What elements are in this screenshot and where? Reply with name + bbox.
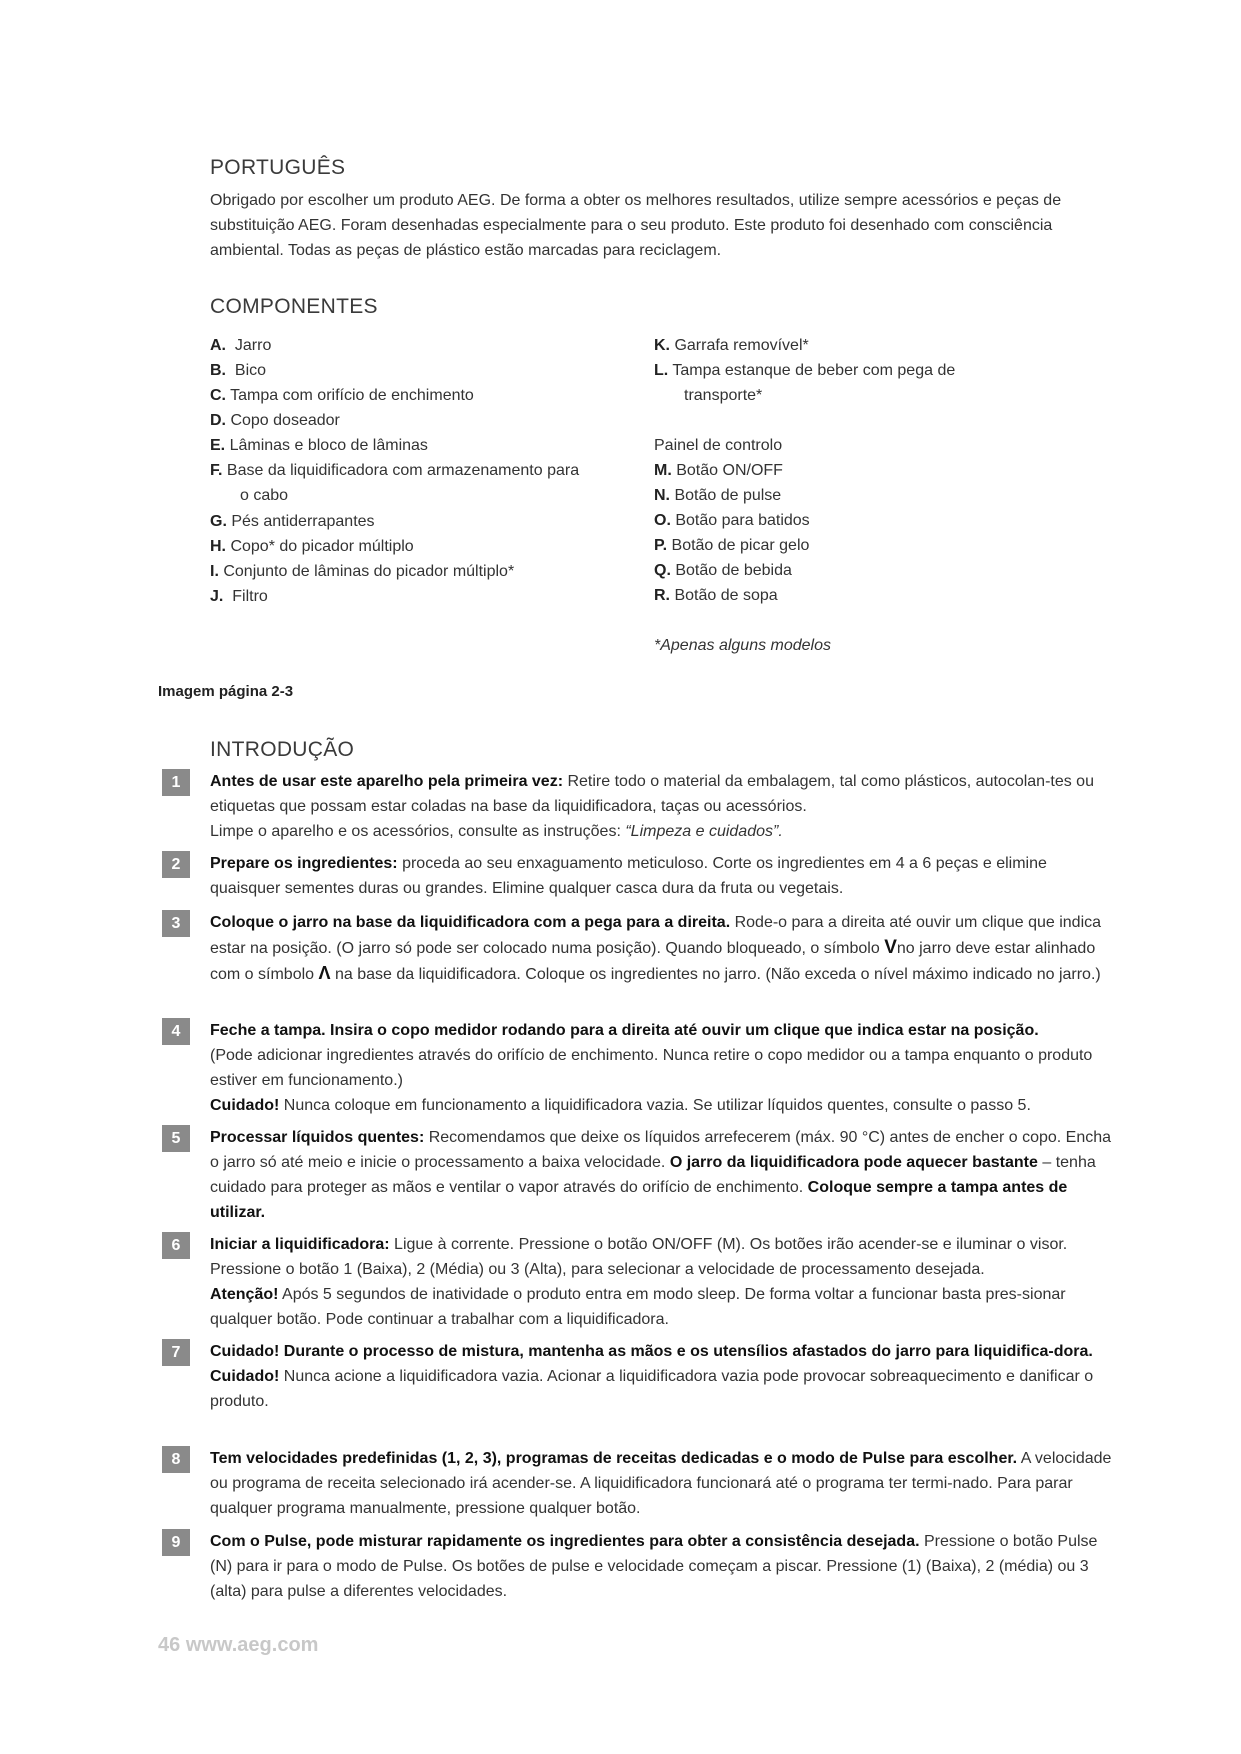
component-item: B. Bico <box>210 362 267 379</box>
page-number: 46 <box>158 1634 181 1656</box>
control-panel-title: Painel de controlo <box>654 437 783 454</box>
step-number-badge: 3 <box>162 910 190 937</box>
component-item: C. Tampa com orifício de enchimento <box>210 387 474 404</box>
base-symbol-icon: Λ <box>318 963 331 983</box>
step-number-badge: 8 <box>162 1446 190 1473</box>
website-link[interactable]: www.aeg.com <box>185 1634 319 1656</box>
page-footer <box>158 1634 318 1657</box>
models-note: *Apenas alguns modelos <box>654 637 832 654</box>
component-item: D. Copo doseador <box>210 412 340 429</box>
step-number-badge: 1 <box>162 769 190 796</box>
panel-item: O. Botão para batidos <box>654 512 810 529</box>
step-6: Iniciar a liquidificadora: Ligue à corrente. Pressione o botão ON/OFF (M). Os botões irão acender-se e iluminar o visor. Pressione o botão 1 (Baixa), 2 (Média) ou 3 (Alta), para selecionar a velocidade de processamento desejada. Atenção! Após 5 segundos de inatividade o produto entra em modo sleep. De forma voltar a funcionar basta pres-sionar qualquer botão. Pode continuar a trabalhar com a liquidificadora. <box>210 1236 1068 1328</box>
step-9: Com o Pulse, pode misturar rapidamente os ingredientes para obter a consistência desejada. Pressione o botão Pulse (N) para ir para o modo de Pulse. Os botões de pulse e velocidade começam a piscar. Pressione (1) (Baixa), 2 (média) ou 3 (alta) para pulse a diferentes velocidades. <box>210 1533 1098 1600</box>
component-item: F. Base da liquidificadora com armazenamento para <box>210 462 580 479</box>
component-item: E. Lâminas e bloco de lâminas <box>210 437 428 454</box>
step-3: Coloque o jarro na base da liquidificadora com a pega para a direita. Rode-o para a direita até ouvir um clique que indica estar na posição. (O jarro só pode ser colocado numa posição). Quando bloqueado, o símbolo Vno jarro deve estar alinhado com o símbolo Λ na base da liquidificadora. Coloque os ingredientes no jarro. (Não exceda o nível máximo indicado no jarro.) <box>210 914 1102 983</box>
component-item-cont: o cabo <box>240 487 289 504</box>
step-5: Processar líquidos quentes: Recomendamos que deixe os líquidos arrefecerem (máx. 90 °C) antes de encher o copo. Encha o jarro só até meio e inicie o processamento a baixa velocidade. O jarro da liquidificadora pode aquecer bastante – tenha cuidado para proteger as mãos e ventilar o vapor através do orifício de enchimento. Coloque sempre a tampa antes de utilizar. <box>210 1129 1112 1221</box>
step-number-badge: 4 <box>162 1018 190 1045</box>
step-2: Prepare os ingredientes: proceda ao seu enxaguamento meticuloso. Corte os ingredientes em 4 a 6 peças e elimine quaisquer sementes duras ou grandes. Elimine qualquer casca dura da fruta ou vegetais. <box>210 855 1047 897</box>
component-item: K. Garrafa removível* <box>654 337 809 354</box>
image-reference: Imagem página 2-3 <box>158 683 294 700</box>
step-7: Cuidado! Durante o processo de mistura, mantenha as mãos e os utensílios afastados do jarro para liquidifica-dora. Cuidado! Nunca acione a liquidificadora vazia. Acionar a liquidificadora vazia pode provocar sobreaquecimento e danificar o produto. <box>210 1343 1094 1410</box>
component-item-cont: transporte* <box>684 387 763 404</box>
intro-paragraph: Obrigado por escolher um produto AEG. De forma a obter os melhores resultados, utilize sempre acessórios e peças de substituição AEG. Foram desenhadas especialmente para o seu produto. Este produto foi desenhado com consciência ambiental. Todas as peças de plástico estão marcadas para reciclagem. <box>210 192 1062 259</box>
step-number-badge: 7 <box>162 1339 190 1366</box>
component-item: I. Conjunto de lâminas do picador múltiplo* <box>210 563 515 580</box>
components-right-list <box>654 337 1094 662</box>
step-8: Tem velocidades predefinidas (1, 2, 3), programas de receitas dedicadas e o modo de Pulse para escolher. A velocidade ou programa de receita selecionado irá acender-se. A liquidificadora funcionará até o programa ter termi-nado. Para parar qualquer programa manualmente, pressione qualquer botão. <box>210 1450 1112 1517</box>
component-item: H. Copo* do picador múltiplo <box>210 538 414 555</box>
panel-item: P. Botão de picar gelo <box>654 537 810 554</box>
components-left-list <box>210 337 630 613</box>
component-item: G. Pés antiderrapantes <box>210 513 375 530</box>
components-title: COMPONENTES <box>210 295 378 318</box>
panel-item: R. Botão de sopa <box>654 587 778 604</box>
component-item: J. Filtro <box>210 588 268 605</box>
section-title-portugues: PORTUGUÊS <box>210 156 346 179</box>
step-number-badge: 5 <box>162 1125 190 1152</box>
step-number-badge: 2 <box>162 851 190 878</box>
panel-item: M. Botão ON/OFF <box>654 462 783 479</box>
step-1: Antes de usar este aparelho pela primeira vez: Retire todo o material da embalagem, tal como plásticos, autocolan-tes ou etiquetas que possam estar coladas na base da liquidificadora, taças ou acessórios. Limpe o aparelho e os acessórios, consulte as instruções: “Limpeza e cuidados”. <box>210 773 1094 840</box>
panel-item: N. Botão de pulse <box>654 487 782 504</box>
component-item: A. Jarro <box>210 337 272 354</box>
jar-symbol-icon: V <box>884 937 897 958</box>
step-number-badge: 6 <box>162 1232 190 1259</box>
step-number-badge: 9 <box>162 1529 190 1556</box>
component-item: L. Tampa estanque de beber com pega de <box>654 362 956 379</box>
panel-item: Q. Botão de bebida <box>654 562 792 579</box>
introduction-title: INTRODUÇÃO <box>210 738 355 761</box>
step-4: Feche a tampa. Insira o copo medidor rodando para a direita até ouvir um clique que indica estar na posição. (Pode adicionar ingredientes através do orifício de enchimento. Nunca retire o copo medidor ou a tampa enquanto o produto estiver em funcionamento.) Cuidado! Nunca coloque em funcionamento a liquidificadora vazia. Se utilizar líquidos quentes, consulte o passo 5. <box>210 1022 1093 1114</box>
